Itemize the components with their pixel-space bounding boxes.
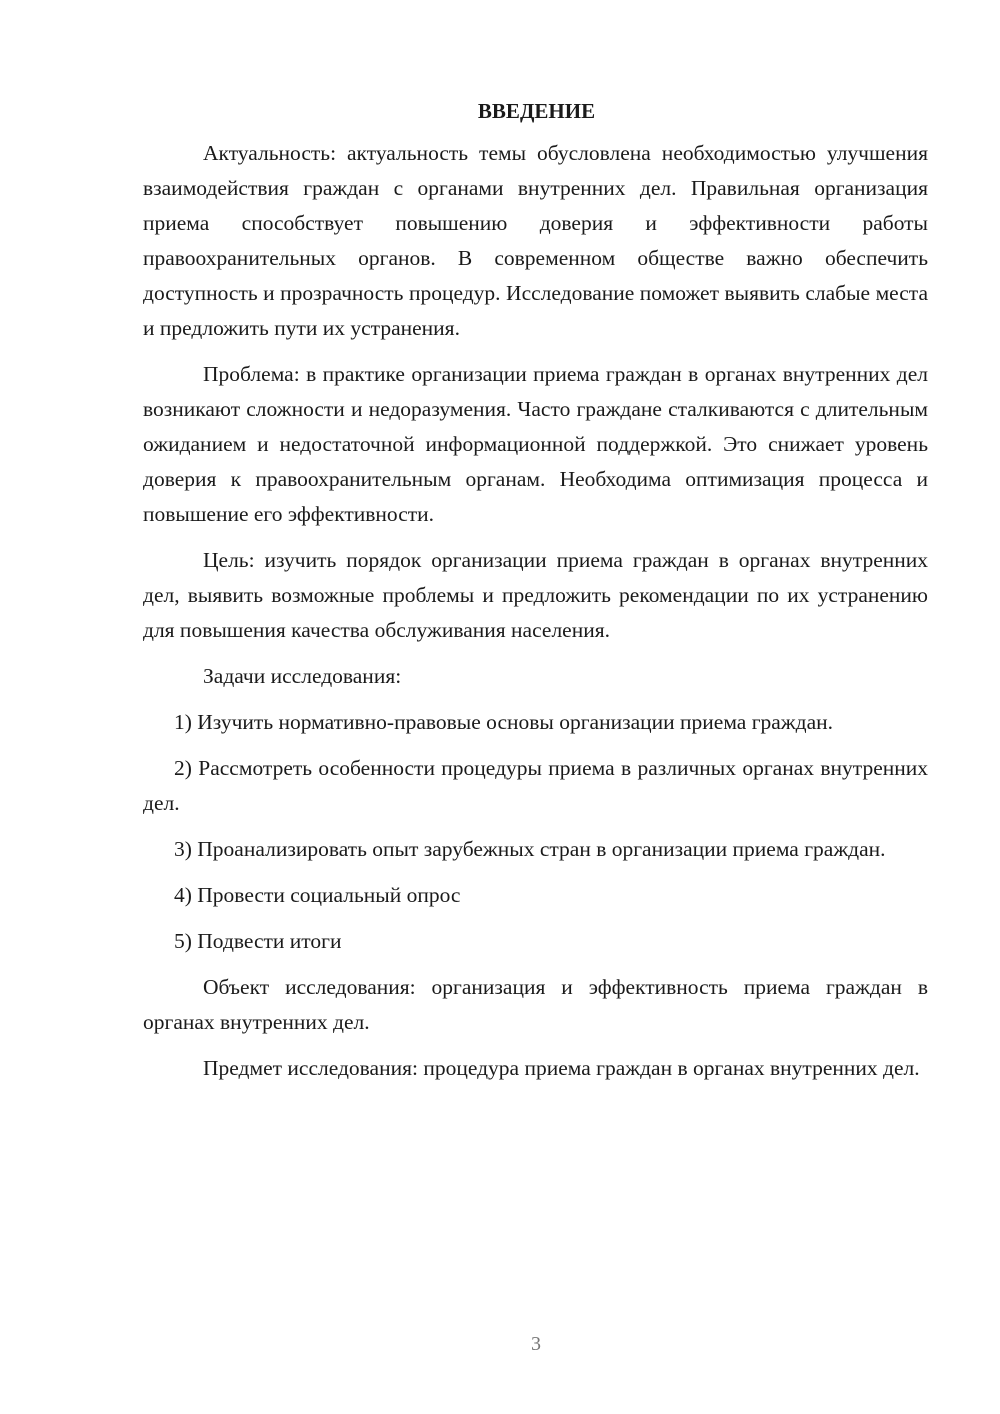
task-item-4: 4) Провести социальный опрос xyxy=(174,883,461,907)
task-item-5: 5) Подвести итоги xyxy=(174,929,342,953)
paragraph-problem: Проблема: в практике организации приема граждан в органах внутренних дел возникают сложности и недоразумения. Часто граждане сталкиваются с длительным ожиданием и недостаточной информационной поддержкой. Это снижает уровень доверия к правоохранительным органам. Необходима оптимизация процесса и повышение его эффективности. xyxy=(143,362,928,526)
paragraph-object: Объект исследования: организация и эффективность приема граждан в органах внутренних дел. xyxy=(143,975,928,1034)
page-number: 3 xyxy=(531,1333,541,1355)
document-page xyxy=(143,96,928,1097)
tasks-list xyxy=(143,705,928,959)
task-item-2: 2) Рассмотреть особенности процедуры приема в различных органах внутренних дел. xyxy=(143,756,928,815)
paragraph-subject: Предмет исследования: процедура приема граждан в органах внутренних дел. xyxy=(203,1056,920,1080)
task-item-1: 1) Изучить нормативно-правовые основы организации приема граждан. xyxy=(174,710,834,734)
paragraph-goal: Цель: изучить порядок организации приема граждан в органах внутренних дел, выявить возможные проблемы и предложить рекомендации по их устранению для повышения качества обслуживания населения. xyxy=(143,548,928,642)
tasks-heading: Задачи исследования: xyxy=(203,664,402,688)
task-item-3: 3) Проанализировать опыт зарубежных стран в организации приема граждан. xyxy=(174,837,886,861)
paragraph-relevance: Актуальность: актуальность темы обусловлена необходимостью улучшения взаимодействия граждан с органами внутренних дел. Правильная организация приема способствует повышению доверия и эффективности работы правоохранительных органов. В современном обществе важно обеспечить доступность и прозрачность процедур. Исследование поможет выявить слабые места и предложить пути их устранения. xyxy=(143,141,928,340)
document-title: ВВЕДЕНИЕ xyxy=(477,99,596,123)
